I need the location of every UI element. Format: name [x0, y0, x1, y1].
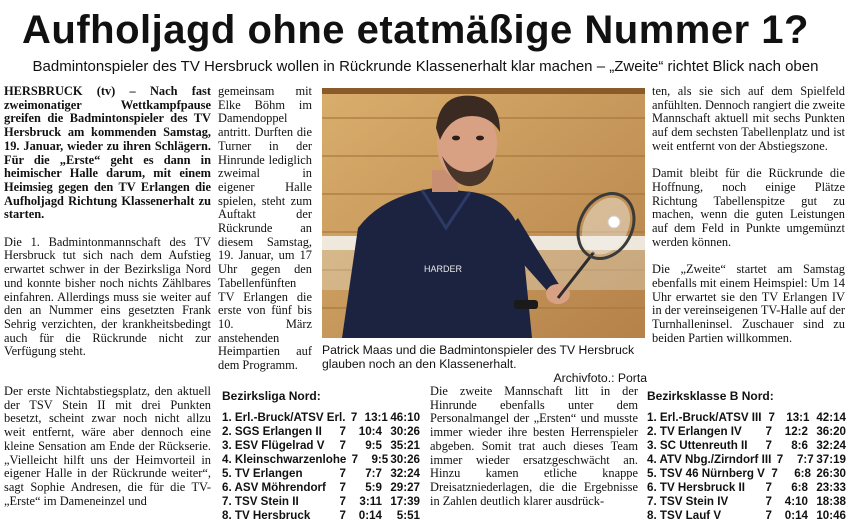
team-name: 4. Kleinschwarzenlohe: [222, 453, 347, 466]
team-name: 1. Erl.-Bruck/ATSV Erl.: [222, 411, 346, 424]
games-count: 7: [765, 481, 772, 494]
points: 8:6: [791, 439, 808, 452]
table-row: [647, 509, 846, 523]
body-paragraph: Der erste Nichtabstiegsplatz, den aktuell der TSV Stein II mit drei Punkten besetzt, scheint zwar noch nicht allzu weit entfernt, wäre aber dennoch eine kleine Sensation am Ende der Rückserie. „Vielleicht hilft uns der Heimvorteil in eigener Halle in der Rückrunde weiter“, sagt Sophie Andresen, die für die TV-„Erste“ im Dameneinzel und: [4, 384, 211, 508]
team-name: 1. Erl.-Bruck/ATSV III: [647, 411, 762, 424]
team-name: 2. TV Erlangen IV: [647, 425, 742, 438]
photo-caption: [322, 343, 647, 385]
article-column-4: [652, 85, 845, 345]
table-row: [647, 453, 846, 467]
body-paragraph: Die „Zweite“ startet am Samstag ebenfalls mit einem Heimspiel: Um 14 Uhr erwartet sie den TV Erlangen IV in der vereinseigenen TV-Halle auf der Turnhalleninsel. Zuschauer sind zu beiden Partien willkommen.: [652, 262, 846, 345]
table-row: [647, 495, 846, 509]
article-column-5: [430, 385, 638, 508]
jersey-print: HARDER: [424, 264, 463, 274]
body-paragraph: ten, als sie sich auf dem Spielfeld anfühlten. Dennoch rangiert die zweite Mannschaft aktuell mit sechs Punkten auf dem sechsten Tabellenplatz und ist weit entfernt von der Abstiegszone.: [652, 84, 846, 153]
table-row: [222, 453, 420, 467]
games-count: 7: [339, 467, 346, 480]
photo-credit: Archivfoto.: Porta: [553, 371, 647, 385]
table-row: [647, 425, 846, 439]
team-name: 6. TV Hersbruck II: [647, 481, 745, 494]
match-diff: 42:14: [816, 411, 846, 424]
article-column-1: [4, 85, 211, 359]
standings-table-bezirksklasse: [647, 389, 846, 523]
match-diff: 30:26: [390, 425, 420, 438]
table-row: [222, 481, 420, 495]
points: 6:8: [794, 467, 811, 480]
table-row: [222, 411, 420, 425]
match-diff: 23:33: [816, 481, 846, 494]
games-count: 7: [339, 439, 346, 452]
points: 5:9: [365, 481, 382, 494]
games-count: 7: [350, 411, 358, 424]
games-count: 7: [765, 439, 772, 452]
points: 6:8: [791, 481, 808, 494]
table-row: [222, 509, 420, 523]
team-name: 8. TV Hersbruck: [222, 509, 311, 522]
match-diff: 29:27: [390, 481, 420, 494]
games-count: 7: [351, 453, 359, 466]
team-name: 3. SC Uttenreuth II: [647, 439, 748, 452]
match-diff: 32:24: [390, 467, 420, 480]
match-diff: 35:21: [390, 439, 420, 452]
table-row: [222, 495, 420, 509]
match-diff: 30:26: [390, 453, 420, 466]
team-name: 2. SGS Erlangen II: [222, 425, 322, 438]
body-paragraph: Die zweite Mannschaft litt in der Hinrunde ebenfalls unter dem Personalmangel der „Ersten“ und musste immer wieder ihre besten Herrenspieler abgeben. Somit trat auch dieses Team immer wieder ersatzgeschwächt an. Hinzu kamen etliche knappe Dreisatzniederlagen, die die Ergebnisse in Zahlen deutlich klarer ausdrück-: [430, 384, 638, 508]
table-row: [647, 481, 846, 495]
table-row: [647, 411, 846, 425]
games-count: 7: [765, 425, 772, 438]
match-diff: 18:38: [816, 495, 846, 508]
points: 10:4: [358, 425, 382, 438]
match-diff: 5:51: [396, 509, 420, 522]
games-count: 7: [776, 453, 784, 466]
body-paragraph: Die 1. Badmintonmannschaft des TV Hersbruck tut sich nach dem Aufstieg erwartet schwer in der Bezirksliga Nord und konnte bisher noch nichts Zählbares einfahren. Allerdings muss sie weiter auf den an Nummer eins gesetzten Frank Sehrig verzichten, der krankheitsbedingt auch für die Rückrunde nicht zur Verfügung steht.: [4, 234, 211, 359]
match-diff: 26:30: [816, 467, 846, 480]
games-count: 7: [339, 425, 346, 438]
team-name: 7. TSV Stein II: [222, 495, 299, 508]
points: 9:5: [371, 453, 389, 466]
table-row: [222, 467, 420, 481]
table-row: [647, 467, 846, 481]
games-count: 7: [771, 467, 778, 480]
caption-text: Patrick Maas und die Badmintonspieler des TV Hersbruck glauben noch an den Klassenerhalt.: [322, 343, 635, 371]
match-diff: 32:24: [816, 439, 846, 452]
points: 0:14: [358, 509, 382, 522]
table-row: [222, 439, 420, 453]
team-name: 3. ESV Flügelrad V: [222, 439, 325, 452]
points: 9:5: [365, 439, 382, 452]
table-row: [222, 425, 420, 439]
body-paragraph: gemeinsam mit Elke Böhm im Damendoppel antritt. Durften die Turner in der Hinrunde lediglich zweimal in eigener Halle spielen, steht zum Auftakt der Rückrunde an diesem Samstag, 19. Januar, um 17 Uhr gegen den Tabellenfünften TV Erlangen die erste von fünf bis 10. März anstehenden Heimpartien auf dem Programm.: [218, 84, 312, 373]
headline: Aufholjagd ohne etatmäßige Nummer 1?: [22, 8, 809, 52]
body-paragraph: Damit bleibt für die Rückrunde die Hoffnung, noch einige Plätze Richtung Tabellenspitze gut zu machen, wenn die guten Leistungen auf dem Feld in Punkte umgemünzt werden können.: [652, 166, 845, 249]
match-diff: 17:39: [390, 495, 420, 508]
match-diff: 36:20: [816, 425, 846, 438]
article-photo: [322, 88, 645, 338]
match-diff: 46:10: [390, 411, 421, 424]
points: 12:2: [784, 425, 808, 438]
team-name: 5. TSV 46 Nürnberg V: [647, 467, 765, 480]
table-row: [647, 439, 846, 453]
team-name: 6. ASV Möhrendorf: [222, 481, 326, 494]
points: 3:11: [359, 495, 382, 508]
points: 7:7: [365, 467, 382, 480]
team-name: 4. ATV Nbg./Zirndorf III: [647, 453, 772, 466]
games-count: 7: [339, 509, 346, 522]
games-count: 7: [339, 481, 346, 494]
match-diff: 10:46: [816, 509, 846, 522]
points: 13:1: [786, 411, 810, 424]
points: 4:10: [784, 495, 808, 508]
article-column-1-bottom: [4, 385, 211, 508]
team-name: 5. TV Erlangen: [222, 467, 303, 480]
subheadline: Badmintonspieler des TV Hersbruck wollen in Rückrunde Klassenerhalt klar machen – „Zweite“ richtet Blick nach oben: [32, 58, 819, 75]
article-column-2: [218, 85, 312, 373]
lead-paragraph: HERSBRUCK (tv) – Nach fast zweimonatiger Wettkampfpause greifen die Badmintonspieler des TV Hersbruck am kommenden Samstag, 19. Januar, wieder zu ihren Schlägern. Für die „Erste“ geht es dann in heimischer Halle darum, mit einem Heimsieg gegen den TV Erlangen die Aufholjagd Richtung Klassenerhalt zu starten.: [4, 84, 211, 222]
points: 0:14: [784, 509, 808, 522]
team-name: 8. TSV Lauf V: [647, 509, 722, 522]
table-title: Bezirksliga Nord:: [222, 389, 321, 403]
table-title: Bezirksklasse B Nord:: [647, 389, 774, 403]
games-count: 7: [768, 411, 775, 424]
match-diff: 37:19: [816, 453, 846, 466]
team-name: 7. TSV Stein IV: [647, 495, 729, 508]
games-count: 7: [339, 495, 346, 508]
points: 7:7: [796, 453, 814, 466]
points: 13:1: [364, 411, 388, 424]
standings-table-bezirksliga: [222, 389, 420, 523]
games-count: 7: [765, 495, 772, 508]
games-count: 7: [765, 509, 772, 522]
